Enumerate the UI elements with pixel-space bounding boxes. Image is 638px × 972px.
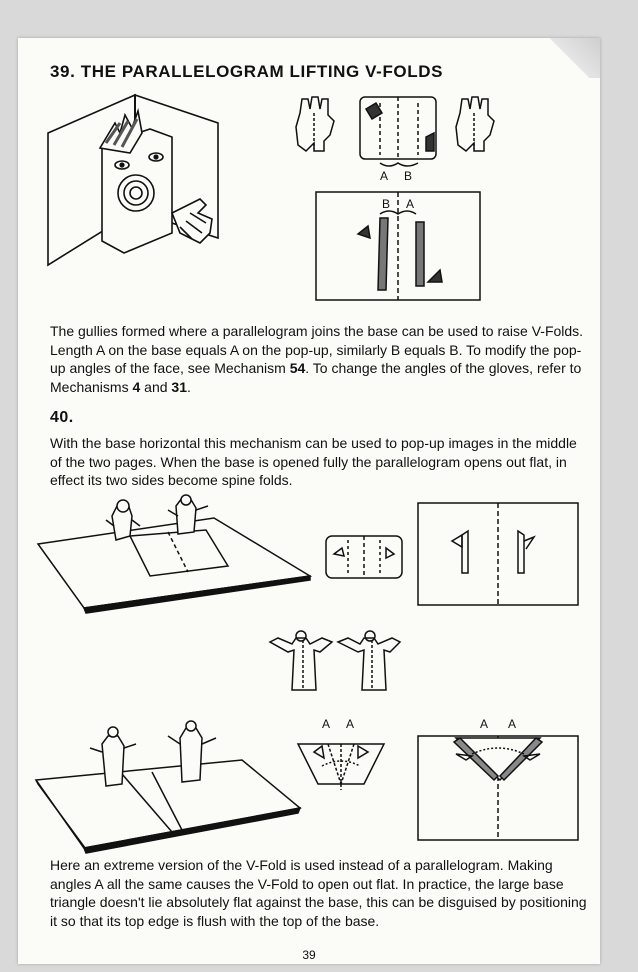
section-40-text-2: Here an extreme version of the V-Fold is used instead of a parallelogram. Making angles A all the same causes the V-Fold to open out flat. In practice, the large base triangle doesn't lie absolutely flat against the base, this can be disguised by positioning it so that its top edge is flush with the top of the base.: [50, 857, 587, 929]
label-a-layout-2: A: [508, 717, 517, 731]
figure-40-card-layout: [416, 501, 582, 609]
figure-39-net: [288, 93, 518, 183]
mechanism-ref-4: 4: [132, 378, 141, 395]
figure-39-popup-card: [40, 93, 225, 273]
label-a-base: A: [406, 197, 415, 211]
figure-40-vfold-net: [292, 714, 390, 798]
figure-39-base-diagram: [316, 190, 482, 302]
section-40-title: 40.: [50, 409, 74, 426]
label-a-top: A: [380, 169, 389, 183]
mechanism-ref-31: 31: [171, 378, 187, 395]
figure-40-cutout-figures: [266, 630, 406, 698]
figure-40-vfold-base: [32, 722, 300, 856]
label-a-net-2: A: [346, 717, 355, 731]
label-a-net-1: A: [322, 717, 331, 731]
section-39-title: 39. THE PARALLELOGRAM LIFTING V-FOLDS: [50, 62, 444, 81]
page-number: 39: [302, 948, 316, 962]
label-b-top: B: [404, 169, 413, 183]
book-page: [18, 38, 600, 964]
figure-40-open-base: [18, 496, 318, 614]
section-39-text: The gullies formed where a parallelogram joins the base can be used to raise V-Folds. Length A on the base equals A on the pop-up, similarly B equals B. To modify the pop-up angles of the face, see Mechanism 54. To change the angles of the gloves, refer to Mechanisms 4 and 31.: [50, 323, 584, 395]
label-a-layout-1: A: [480, 717, 489, 731]
section-40-text-1: With the base horizontal this mechanism can be used to pop-up images in the middle of the two pages. When the base is opened fully the parallelogram opens out flat, in effect its two sides become spine folds.: [50, 435, 577, 488]
mechanism-ref-54: 54: [289, 360, 306, 376]
figure-40-small-net: [324, 534, 404, 580]
page-corner-fold: [540, 38, 600, 78]
figure-40-vfold-layout: [416, 714, 582, 842]
label-b-base: B: [382, 197, 391, 211]
